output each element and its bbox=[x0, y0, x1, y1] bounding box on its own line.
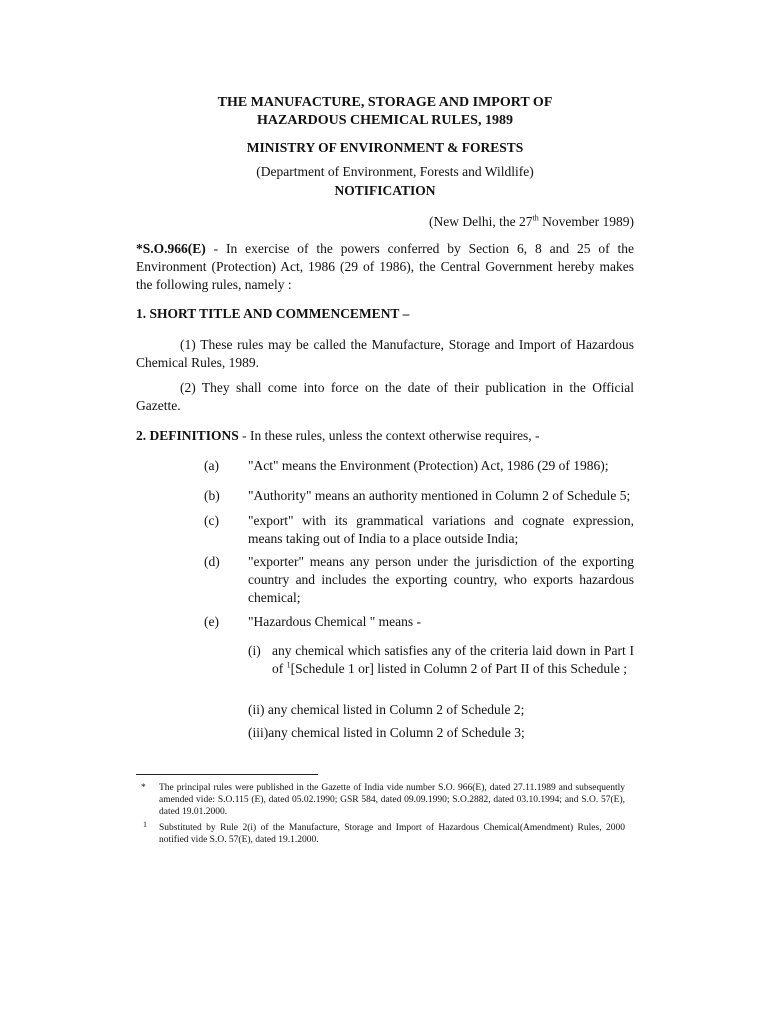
sub-item-i-before: any chemical which satisfies any of the criteria laid down in Part I of bbox=[272, 643, 634, 676]
definition-d-label: (d) bbox=[204, 554, 220, 569]
sub-item-i-text bbox=[272, 642, 634, 678]
sub-item-iii-label: (iii) bbox=[248, 725, 269, 740]
definition-e-label: (e) bbox=[204, 614, 219, 629]
sub-item-i-after: [Schedule 1 or] listed in Column 2 of Part II of this Schedule ; bbox=[290, 661, 627, 676]
preamble-paragraph bbox=[136, 240, 634, 294]
sub-item-i-label: (i) bbox=[248, 643, 261, 658]
footnote-mark-1: 1 bbox=[143, 820, 147, 829]
section-2-heading: 2. DEFINITIONS bbox=[136, 428, 239, 443]
sub-item-ii bbox=[248, 701, 524, 719]
section-1-heading: 1. SHORT TITLE AND COMMENCEMENT – bbox=[136, 306, 410, 321]
ministry-heading: MINISTRY OF ENVIRONMENT & FORESTS bbox=[246, 140, 524, 155]
definition-e-text: "Hazardous Chemical " means - bbox=[248, 614, 421, 629]
section-2-intro: - In these rules, unless the context otherwise requires, - bbox=[238, 428, 540, 443]
date-ordinal: th bbox=[532, 213, 539, 223]
date-suffix: November 1989) bbox=[538, 214, 634, 229]
section-1-para-2: (2) They shall come into force on the date of their publication in the Official Gazette. bbox=[136, 380, 634, 413]
footnote-separator bbox=[136, 774, 318, 775]
sub-item-ii-label: (ii) bbox=[248, 702, 265, 717]
sub-item-ii-text: any chemical listed in Column 2 of Schedule 2; bbox=[267, 702, 525, 717]
document-title-line-1: THE MANUFACTURE, STORAGE AND IMPORT OF bbox=[217, 95, 553, 110]
footnote-1-text: Substituted by Rule 2(i) of the Manufacture, Storage and Import of Hazardous Chemical(Amendment) Rules, 2000 notified vide S.O. 57(E), dated 19.1.2000. bbox=[159, 823, 625, 845]
document-title-line-2: HAZARDOUS CHEMICAL RULES, 1989 bbox=[257, 113, 513, 128]
definition-a-text: "Act" means the Environment (Protection) Act, 1986 (29 of 1986); bbox=[248, 458, 609, 473]
so-reference: *S.O.966(E) bbox=[136, 241, 206, 256]
section-1-para-1: (1) These rules may be called the Manufacture, Storage and Import of Hazardous Chemical Rules, 1989. bbox=[136, 337, 634, 370]
department-line: (Department of Environment, Forests and Wildlife) bbox=[256, 164, 534, 179]
definition-b-label: (b) bbox=[204, 488, 220, 503]
definition-c-text: "export" with its grammatical variations and cognate expression, means taking out of India to a place outside India; bbox=[248, 513, 634, 546]
footnote-star-text: The principal rules were published in the Gazette of India vide number S.O. 966(E), dated 27.11.1989 and subsequently amended vide: S.O.115 (E), dated 05.02.1990; GSR 584, dated 09.09.1990; S.O.2882, dated 03.10.1994; and S.O. 57(E), dated 19.01.2000. bbox=[159, 783, 625, 817]
notification-heading: NOTIFICATION bbox=[334, 183, 436, 198]
definition-a-label: (a) bbox=[204, 458, 219, 473]
definition-d-text: "exporter" means any person under the jurisdiction of the exporting country and includes the exporting country, who exports hazardous chemical; bbox=[248, 554, 634, 605]
sub-item-iii bbox=[248, 724, 525, 742]
date-prefix: (New Delhi, the 27 bbox=[429, 214, 533, 229]
definition-c-label: (c) bbox=[204, 513, 219, 528]
preamble-text: - In exercise of the powers conferred by Section 6, 8 and 25 of the Environment (Protection) Act, 1986 (29 of 1986), the Central Government hereby makes the following rules, namely : bbox=[136, 241, 634, 292]
sub-item-iii-text: any chemical listed in Column 2 of Schedule 3; bbox=[268, 725, 525, 740]
section-2-line bbox=[136, 427, 539, 445]
notification-date bbox=[429, 213, 634, 231]
footnote-ref-1: 1 bbox=[286, 660, 291, 670]
definition-b-text: "Authority" means an authority mentioned in Column 2 of Schedule 5; bbox=[248, 488, 631, 503]
footnote-mark-star: * bbox=[141, 783, 146, 793]
